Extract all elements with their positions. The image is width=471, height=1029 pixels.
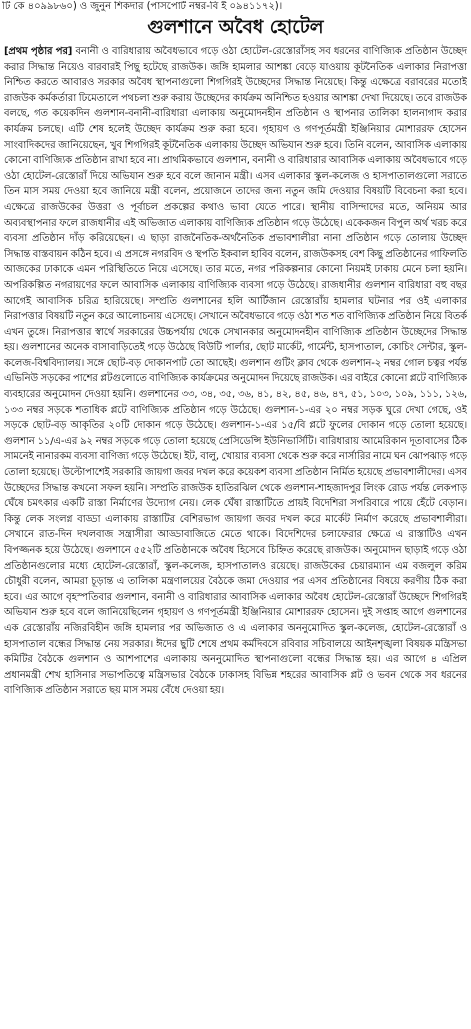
article-headline: গুলশানে অবৈধ হোটেল [147,17,324,38]
article-body [4,44,467,1027]
body-text: বনানী ও বারিধারায় অবৈধভাবে গড়ে ওঠা হোটেল-রেস্তোরাঁসহ সব ধরনের বাণিজ্যিক প্রতিষ্ঠান উচ্ছেদ করার সিদ্ধান্ত নিয়েও বারবারই পিছু হটেছে রাজউক। জঙ্গি হামলার আশঙ্কা বেড়ে যাওয়ায় কূটনৈতিক এলাকার নিরাপত্তা নিশ্চিত করতে আবারও সরকার অবৈধ স্থাপনাগুলো শিগগিরই উচ্ছেদের সিদ্ধান্ত নিয়েছে। কিন্তু এক্ষেত্রে বরাবরের মতোই রাজউক কর্মকর্তারা ঢিমেতালে পথচলা শুরু করায় উচ্ছেদের কার্যক্রম অনিশ্চিত হওয়ার আশঙ্কা দেখা দিয়েছে। তবে রাজউক বলছে, গত কয়েকদিন গুলশান-বনানী-বারিধারা এলাকায় অনুমোদনহীন প্রতিষ্ঠান ও স্থাপনার তালিকা হালনাগাদ করার কার্যক্রম চলছে। এটি শেষ হলেই উচ্ছেদ কার্যক্রম শুরু করা হবে। গৃহায়ণ ও গণপূর্তমন্ত্রী ইঞ্জিনিয়ার মোশাররফ হোসেন সাংবাদিকদের জানিয়েছেন, খুব শিগগিরই কূটনৈতিক এলাকায় উচ্ছেদ অভিযান শুরু হবে। তিনি বলেন, আবাসিক এলাকায় কোনো বাণিজ্যিক প্রতিষ্ঠান রাখা হবে না। প্রাথমিকভাবে গুলশান, বনানী ও বারিধারার আবাসিক এলাকায় অবৈধভাবে গড়ে ওঠা হোটেল-রেস্তোরাঁ দিয়ে অভিযান শুরু হবে বলে জানান মন্ত্রী। এসব এলাকার স্কুল-কলেজ ও হাসপাতালগুলো সরাতে তিন মাস সময় দেওয়া হবে জানিয়ে মন্ত্রী বলেন, প্রয়োজনে তাদের জন্য নতুন জমি দেওয়ার বিষয়টি বিবেচনা করা হবে। এক্ষেত্রে রাজউকের উত্তরা ও পূর্বাচল প্রকল্পের কথাও ভাবা যেতে পারে। স্থানীয় বাসিন্দাদের মতে, অনিয়ম আর অব্যবস্থাপনার ফলে রাজধানীর এই অভিজাত এলাকায় বাণিজ্যিক প্রতিষ্ঠান গড়ে উঠেছে। একেকজন বিপুল অর্থ খরচ করে ব্যবসা প্রতিষ্ঠান দাঁড় করিয়েছেন। এ ছাড়া রাজনৈতিক-অর্থনৈতিক প্রভাবশালীরা নানা প্রতিষ্ঠান গড়ে তোলায় উচ্ছেদ সিদ্ধান্ত বাস্তবায়ন কঠিন হবে। এ প্রসঙ্গে নগরবিদ ও স্থপতি ইকবাল হাবিব বলেন, রাজউকসহ বেশ কিছু প্রতিষ্ঠানের গাফিলতি আজকের ঢাকাকে এমন পরিস্থিতিতে নিয়ে এসেছে। তার মতে, নগর পরিকল্পনার কোনো নিয়মই ঢাকায় মেনে চলা হয়নি। অপরিকল্পিত নগরায়ণের ফলে আবাসিক এলাকায় বাণিজ্যিক ব্যবসা গড়ে উঠেছে। রাজধানীর গুলশান বারিধারা বহু বছর আগেই আবাসিক চরিত্র হারিয়েছে। সম্প্রতি গুলশানের হলি আর্টিজান রেস্তোরাঁয় হামলার ঘটনার পর ওই এলাকার নিরাপত্তার বিষয়টি নতুন করে আলোচনায় এসেছে। সেখানে অবৈধভাবে গড়ে ওঠা শত শত বাণিজ্যিক প্রতিষ্ঠান নিয়ে বিতর্ক এখন তুঙ্গে। নিরাপত্তার স্বার্থে সরকারের উচ্চপর্যায় থেকে সেখানকার অনুমোদনহীন বাণিজ্যিক প্রতিষ্ঠান উচ্ছেদের সিদ্ধান্ত হয়। গুলশানের অনেক বাসাবাড়িতেই গড়ে উঠেছে বিউটি পার্লার, ছোট মার্কেট, গার্মেন্ট, হাসপাতাল, কোচিং সেন্টার, স্কুল-কলেজ-বিশ্ববিদ্যালয়। সঙ্গে ছোট-বড় দোকানপাট তো আছেই। গুলশান গুটিং ক্লাব থেকে গুলশান-২ নম্বর গোল চত্বর পর্যন্ত এভিনিউ সড়কের পাশের প্লটগুলোতে বাণিজ্যিক কার্যক্রমের অনুমোদন দিয়েছে রাজউক। এর বাইরে কোনো প্লটে বাণিজ্যিক ব্যবহারের অনুমোদন দেওয়া হয়নি। গুলশানের ৩৩, ৩৪, ৩৫, ৩৬, ৪১, ৪২, ৪৫, ৪৬, ৪৭, ৫১, ১০৩, ১০৯, ১১১, ১২৬, ১৩৩ নম্বর সড়কে শতাধিক প্লটে বাণিজ্যিক প্রতিষ্ঠান গড়ে উঠেছে। গুলশান-১-এর ২০ নম্বর সড়ক ঘুরে দেখা গেছে, ওই সড়কে ছোট-বড় আকৃতির ২০টি দোকান গড়ে উঠেছে। গুলশান-১-এর ১৫/বি প্লটে ফুলের দোকান গড়ে তোলা হয়েছে। গুলশান ১১/এ-এর ৯২ নম্বর সড়কে গড়ে তোলা হয়েছে প্রেসিডেন্সি ইউনিভার্সিটি। বারিধারায় আমেরিকান দূতাবাসের ঠিক সামনেই নানারকম ব্যবসা বাণিজ্য গড়ে উঠেছে। ইট, বালু, খোয়ার ব্যবসা থেকে শুরু করে নার্সারির নামে ঘন ঝোপঝাড় গড়ে তোলা হয়েছে। উল্টোপাশেই সরকারি জায়গা জবর দখল করে কয়েকশ ব্যবসা প্রতিষ্ঠান নির্মিত হয়েছে প্রভাবশালীদের। এসব উচ্ছেদের সিদ্ধান্ত কখনো সফল হয়নি। সম্প্রতি রাজউক হাতিরঝিল থেকে গুলশান-শাহজাদপুর লিংক রোড পর্যন্ত লেকপাড় ঘেঁষে চমৎকার একটি রাস্তা নির্মাণের উদ্যোগ নেয়। লেক ঘেঁষা রাস্তাটিতে প্রায়ই বিদেশিরা সপরিবারে পায়ে হেঁটে বেড়ান। কিন্তু লেক সংলগ্ন বাড্ডা এলাকায় রাস্তাটির বেশিরভাগ জায়গা জবর দখল করে মার্কেট নির্মাণ করেছে প্রভাবশালীরা। সেখানে রাত-দিন দখলবাজ সন্ত্রাসীরা আড্ডাবাজিতে মেতে থাকে। বিদেশিদের চলাফেরার ক্ষেত্রে এ রাস্তাটিও এখন বিপজ্জনক হয়ে উঠেছে। গুলশানে ৫৫২টি প্রতিষ্ঠানকে অবৈধ হিসেবে চিহ্নিত করেছে রাজউক। অনুমোদন ছাড়াই গড়ে ওঠা প্রতিষ্ঠানগুলোর মধ্যে হোটেল-রেস্তোরাঁ, স্কুল-কলেজ, হাসপাতালও রয়েছে। রাজউকের চেয়ারম্যান এম বজলুল করিম চৌধুরী বলেন, আমরা চূড়ান্ত এ তালিকা মন্ত্রণালয়ের বৈঠকে জমা দেওয়ার পর এসব প্রতিষ্ঠানের বিষয়ে করণীয় ঠিক করা হবে। এর আগে বৃহস্পতিবার গুলশান, বনানী ও বারিধারার আবাসিক এলাকার অবৈধ হোটেল-রেস্তোরাঁ উচ্ছেদে শিগগিরই অভিযান শুরু হবে বলে জানিয়েছিলেন গৃহায়ণ ও গণপূর্তমন্ত্রী ইঞ্জিনিয়ার মোশাররফ হোসেন। দুই সপ্তাহ আগে গুলশানের এক রেস্তোরাঁয় নজিরবিহীন জঙ্গি হামলার পর অভিজাত ও এ এলাকার অননুমোদিত স্কুল-কলেজ, হোটেল-রেস্তোরাঁ ও হাসপাতাল বন্ধের সিদ্ধান্ত নেয় সরকার। ঈদের ছুটি শেষে প্রথম কর্মদিবসে রবিবার সচিবালয়ে আইনশৃঙ্খলা বিষয়ক মন্ত্রিসভা কমিটির বৈঠকে গুলশান ও আশপাশের এলাকায় অননুমোদিত স্থাপনাগুলো বন্ধের সিদ্ধান্ত হয়। এর আগে ৪ এপ্রিল প্রধানমন্ত্রী শেখ হাসিনার সভাপতিত্বে মন্ত্রিসভার বৈঠকে ঢাকাসহ বিভিন্ন শহরের আবাসিক প্লট ও ভবন থেকে সব ধরনের বাণিজ্যিক প্রতিষ্ঠান সরাতে ছয় মাস সময় বেঁধে দেওয়া হয়। [4,46,467,697]
previous-article-tail: টি কে ৪০৯৯৮৬০) ও জুনুন শিকদার (পাসপোর্ট নম্বর-বি ই ০৯৪১১৭২)। [2,1,283,12]
body-paragraph [4,44,467,699]
continuation-tag: [প্রথম পৃষ্ঠার পর] [4,46,73,57]
